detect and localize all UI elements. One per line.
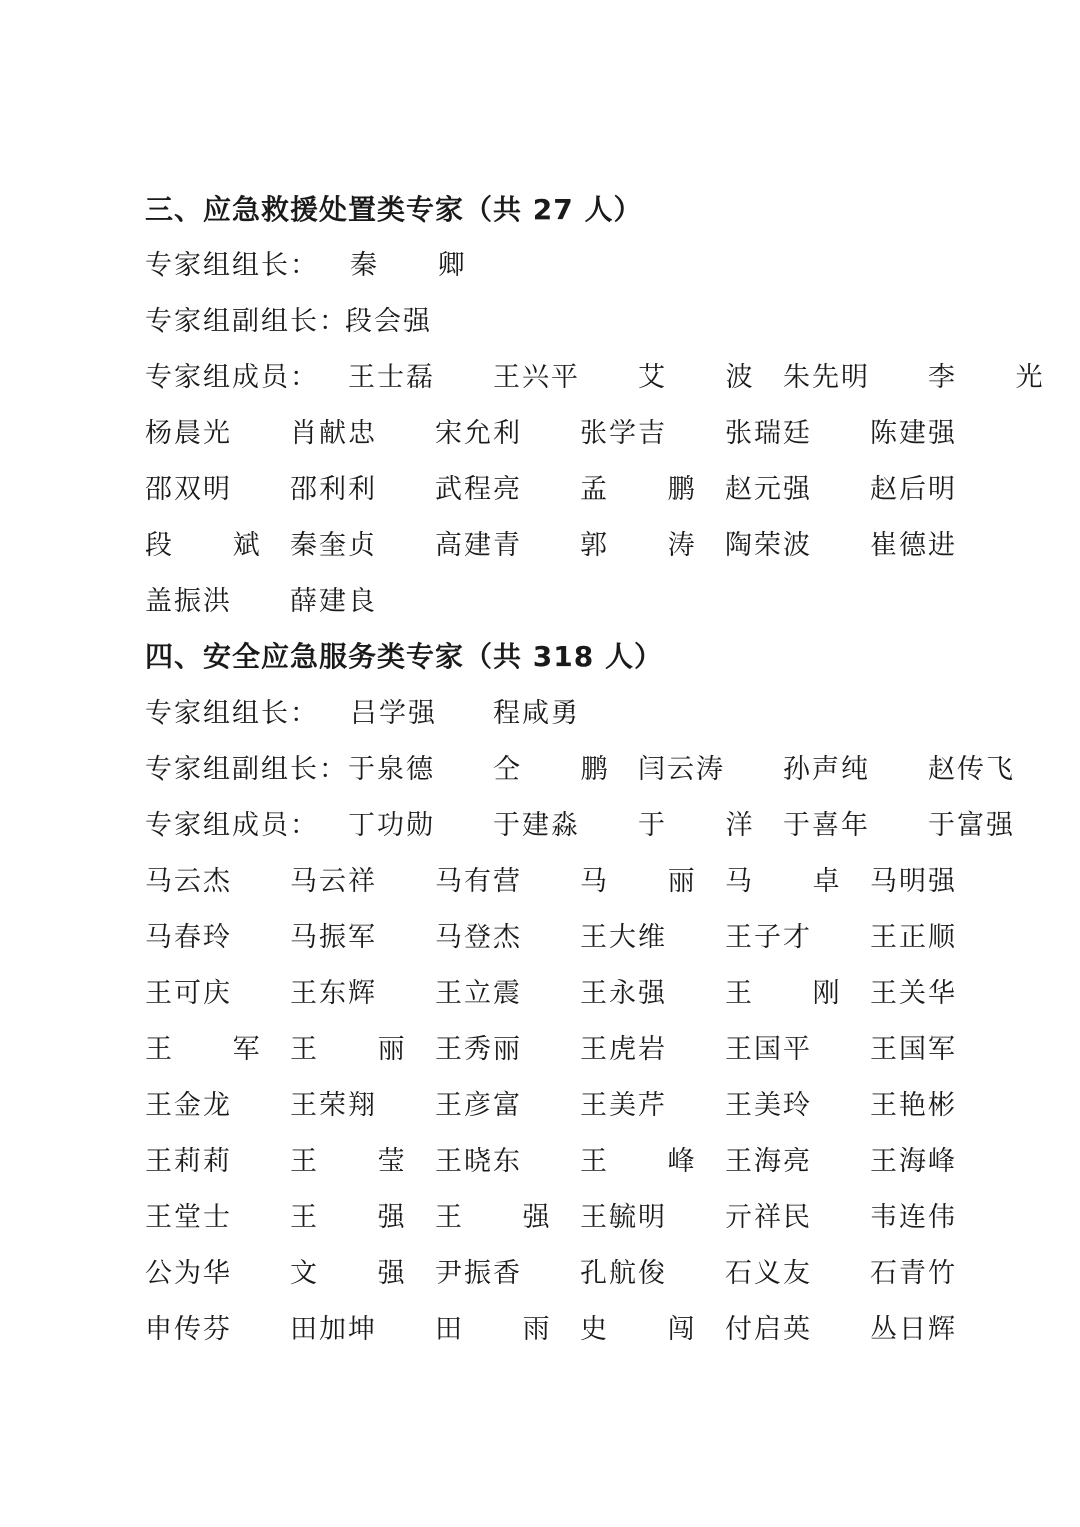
section-4-member-row [145,1030,1025,1070]
member-name: 王士磊 [348,362,435,393]
member-name: 于 洋 [638,810,779,841]
member-name: 于喜年 [783,810,870,841]
member-name: 陈建强 [870,418,957,449]
member-name: 马有营 [435,866,522,897]
member-name: 马云杰 [145,866,232,897]
member-name: 孟 鹏 [580,474,721,505]
member-name: 王艳彬 [870,1090,957,1121]
member-name: 李 光 [928,362,1069,393]
section-3-member-row [145,582,1025,622]
member-name: 王 丽 [290,1034,431,1065]
section-4-deputy-row [145,750,1025,790]
member-name: 孔航俊 [580,1258,667,1289]
section-4-member-row [145,1142,1025,1182]
member-name: 马明强 [870,866,957,897]
member-name: 武程亮 [435,474,522,505]
section-3-leader-row [145,246,1025,286]
member-name: 王 强 [435,1202,576,1233]
member-name: 张学吉 [580,418,667,449]
member-name: 石青竹 [870,1258,957,1289]
member-name: 丛日辉 [870,1314,957,1345]
member-name: 王大维 [580,922,667,953]
member-name: 郭 涛 [580,530,721,561]
member-name: 王 峰 [580,1146,721,1177]
member-name: 马春玲 [145,922,232,953]
member-name: 王国平 [725,1034,812,1065]
member-name: 马振军 [290,922,377,953]
section-3-member-row [145,470,1025,510]
member-name: 王立震 [435,978,522,1009]
member-name: 王兴平 [493,362,580,393]
member-name: 王 刚 [725,978,866,1009]
member-name: 高建青 [435,530,522,561]
member-name: 石义友 [725,1258,812,1289]
member-name: 薛建良 [290,586,377,617]
member-name: 朱先明 [783,362,870,393]
member-name: 邵利利 [290,474,377,505]
section-4-member-row [145,1198,1025,1238]
member-name: 陶荣波 [725,530,812,561]
deputy-label: 专家组副组长： [145,754,348,785]
member-name: 王东辉 [290,978,377,1009]
member-name: 王 莹 [290,1146,431,1177]
member-name: 马 卓 [725,866,866,897]
member-name: 赵元强 [725,474,812,505]
member-name: 于富强 [928,810,1015,841]
member-name: 王秀丽 [435,1034,522,1065]
member-name: 艾 波 [638,362,779,393]
member-name: 马登杰 [435,922,522,953]
member-name: 王海亮 [725,1146,812,1177]
member-name: 秦奎贞 [290,530,377,561]
section-3-deputy-row [145,302,1025,342]
deputy-label: 专家组副组长： [145,306,348,337]
section-4-member-row [145,1254,1025,1294]
member-name: 王永强 [580,978,667,1009]
deputy-name: 段会强 [345,306,432,337]
member-name: 史 闯 [580,1314,721,1345]
member-name: 王 军 [145,1034,286,1065]
member-name: 王美玲 [725,1090,812,1121]
member-label: 专家组成员： [145,362,319,393]
member-name: 王虎岩 [580,1034,667,1065]
member-name: 王可庆 [145,978,232,1009]
section-4-member-row [145,974,1025,1014]
member-name: 赵后明 [870,474,957,505]
member-name: 王彦富 [435,1090,522,1121]
member-name: 王美芹 [580,1090,667,1121]
member-name: 王国军 [870,1034,957,1065]
member-name: 崔德进 [870,530,957,561]
member-name: 王毓明 [580,1202,667,1233]
deputy-name: 于泉德 [348,754,435,785]
section-4-member-row [145,1310,1025,1350]
member-name: 韦连伟 [870,1202,957,1233]
member-name: 盖振洪 [145,586,232,617]
member-name: 文 强 [290,1258,431,1289]
member-name: 王正顺 [870,922,957,953]
section-3-member-row [145,414,1025,454]
member-name: 王 强 [290,1202,431,1233]
member-name: 王子才 [725,922,812,953]
leader-label: 专家组组长： [145,250,319,281]
leader-name: 程咸勇 [493,698,580,729]
section-3-title: 三、应急救援处置类专家（共 27 人） [145,193,643,226]
section-3-member-row [145,526,1025,566]
section-4-member-first-row [145,806,1025,846]
member-name: 申传芬 [145,1314,232,1345]
member-name: 段 斌 [145,530,286,561]
member-name: 尹振香 [435,1258,522,1289]
member-name: 王堂士 [145,1202,232,1233]
leader-name: 秦 卿 [350,250,491,281]
member-name: 付启英 [725,1314,812,1345]
member-name: 邵双明 [145,474,232,505]
deputy-name: 孙声纯 [783,754,870,785]
member-name: 王晓东 [435,1146,522,1177]
leader-label: 专家组组长： [145,698,319,729]
member-name: 马云祥 [290,866,377,897]
member-name: 丁功勋 [348,810,435,841]
member-name: 王莉莉 [145,1146,232,1177]
member-name: 张瑞廷 [725,418,812,449]
member-name: 肖献忠 [290,418,377,449]
member-name: 王金龙 [145,1090,232,1121]
member-name: 于建淼 [493,810,580,841]
member-name: 公为华 [145,1258,232,1289]
section-4-member-row [145,1086,1025,1126]
deputy-name: 赵传飞 [928,754,1015,785]
member-name: 马 丽 [580,866,721,897]
section-4-leader-row [145,694,1025,734]
deputy-name: 仝 鹏 [493,754,634,785]
member-name: 亓祥民 [725,1202,812,1233]
section-3-member-first-row [145,358,1069,398]
section-4-member-row [145,862,1025,902]
member-name: 杨晨光 [145,418,232,449]
member-name: 王海峰 [870,1146,957,1177]
member-label: 专家组成员： [145,810,319,841]
member-name: 王荣翔 [290,1090,377,1121]
member-name: 田加坤 [290,1314,377,1345]
leader-name: 吕学强 [350,698,437,729]
member-name: 宋允利 [435,418,522,449]
member-name: 王关华 [870,978,957,1009]
deputy-name: 闫云涛 [638,754,725,785]
section-4-member-row [145,918,1025,958]
member-name: 田 雨 [435,1314,576,1345]
section-4-title: 四、安全应急服务类专家（共 318 人） [145,640,663,673]
